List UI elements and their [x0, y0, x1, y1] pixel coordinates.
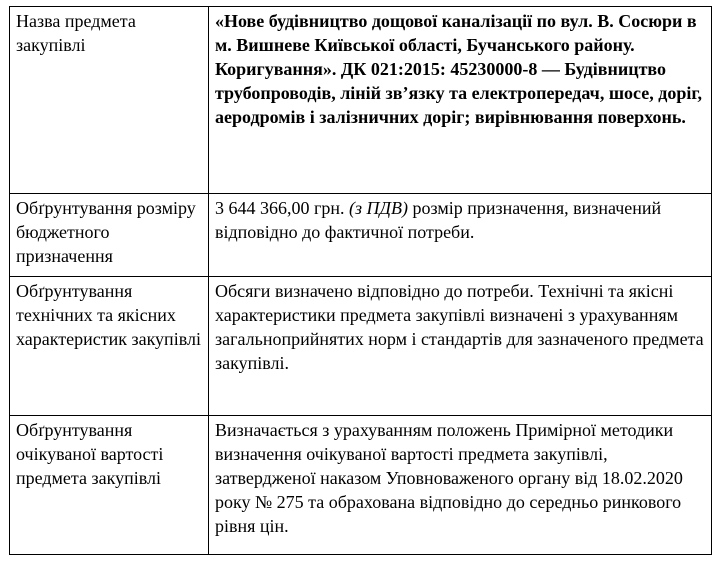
table-row-technical — [10, 277, 712, 416]
budget-vat-note: (з ПДВ) — [349, 198, 408, 218]
value-expected-cost-justification: Визначається з урахуванням положень Примірної методики визначення очікуваної вартості предмета закупівлі, затвердженої наказом Уповноваженого органу від 18.02.2020 року № 275 та обрахована відповідно до середньо ринкового рівня цін. — [209, 416, 712, 555]
table-row-budget — [10, 194, 712, 277]
table-row-subject — [10, 7, 712, 194]
value-technical-justification: Обсяги визначено відповідно до потреби. Технічні та якісні характеристики предмета закупівлі визначені з урахуванням загальноприйнятих норм і стандартів для зазначеного предмета закупівлі. — [209, 277, 712, 416]
procurement-justification-table — [9, 6, 712, 555]
label-budget-justification: Обґрунтування розміру бюджетного призначення — [10, 194, 209, 277]
label-technical-justification: Обґрунтування технічних та якісних характеристик закупівлі — [10, 277, 209, 416]
value-subject-name: «Нове будівництво дощової каналізації по вул. В. Сосюри в м. Вишневе Київської області, Бучанського району. Коригування». ДК 021:2015: 45230000-8 — Будівництво трубопроводів, ліній зв’язку та електропередач, шосе, доріг, аеродромів і залізничних доріг; вирівнювання поверхонь. — [209, 7, 712, 194]
table-row-expected-cost — [10, 416, 712, 555]
budget-amount: 3 644 366,00 грн. — [215, 198, 345, 218]
label-expected-cost-justification: Обґрунтування очікуваної вартості предмета закупівлі — [10, 416, 209, 555]
label-subject-name: Назва предмета закупівлі — [10, 7, 209, 194]
value-budget-justification — [209, 194, 712, 277]
budget-description: розмір призначення, визначений відповідно до фактичної потреби. — [215, 198, 662, 242]
